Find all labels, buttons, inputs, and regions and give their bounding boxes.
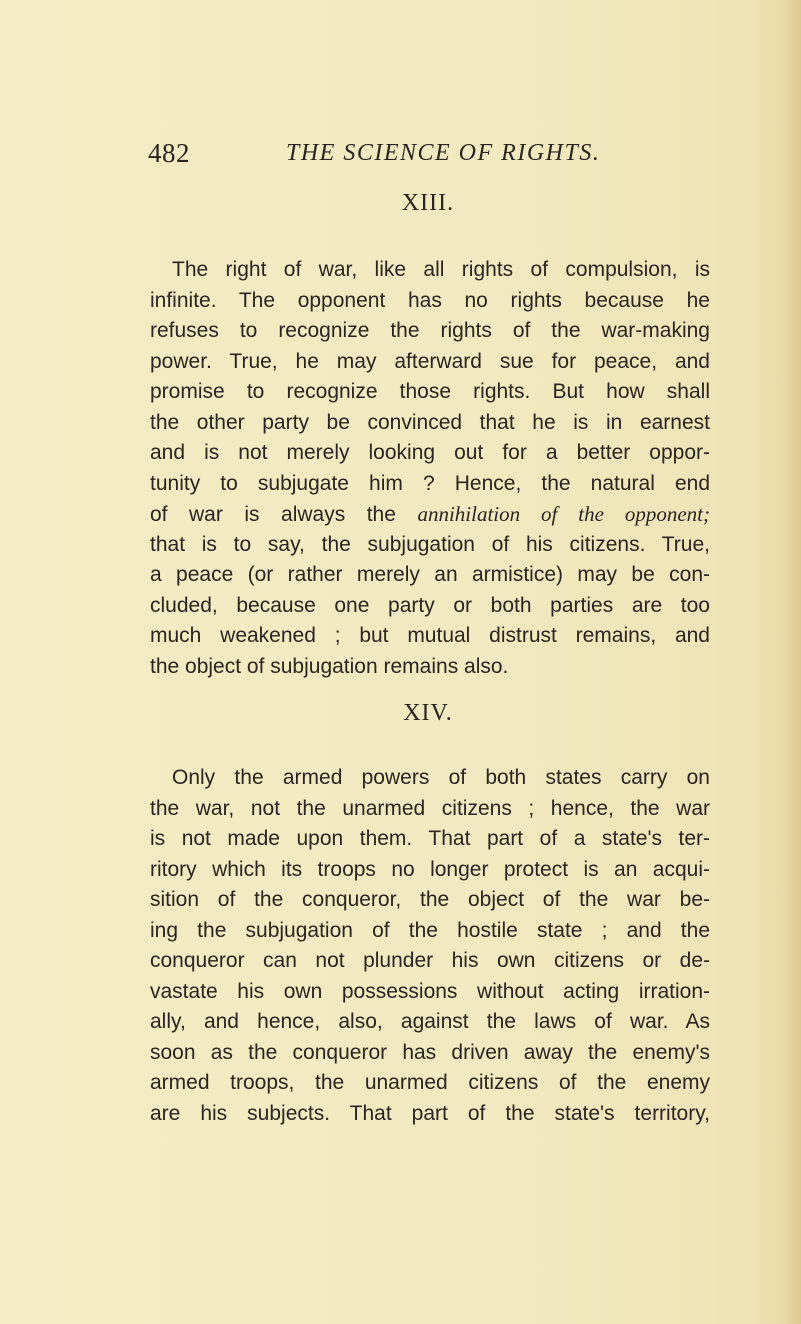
section-heading-xiii: XIII. [401,190,455,216]
text-line: The right of war, like all rights of compulsion, is [172,258,710,281]
running-head [148,138,668,178]
section-heading-xiv: XIV. [403,700,453,726]
text-line: the other party be convinced that he is in earnest [150,410,710,434]
text-line: much weakened ; but mutual distrust remains, and [150,624,710,647]
running-title: THE SCIENCE OF RIGHTS. [286,140,601,166]
text-line: vastate his own possessions without acting irration- [150,979,710,1003]
paragraph-section-xiv [150,763,710,1129]
page-number: 482 [148,138,190,168]
text-line: armed troops, the unarmed citizens of the enemy [150,1071,710,1094]
text-line: sition of the conqueror, the object of the war be- [150,888,710,911]
text-line: a peace (or rather merely an armistice) may be con- [150,563,710,586]
text-segment: of war is always the [150,503,396,526]
italic-phrase: annihilation of the opponent; [417,502,711,526]
text-line: soon as the conqueror has driven away the enemy's [150,1040,710,1064]
text-line: Only the armed powers of both states carry on [172,766,710,789]
text-line: and is not merely looking out for a better oppor- [150,441,710,464]
text-line: the war, not the unarmed citizens ; hence, the war [150,796,710,820]
text-line: the object of subjugation remains also. [150,654,509,678]
text-line: ing the subjugation of the hostile state ; and the [150,918,710,942]
text-line: promise to recognize those rights. But how shall [150,380,710,403]
text-line: power. True, he may afterward sue for peace, and [150,349,710,373]
text-line: tunity to subjugate him ? Hence, the natural end [150,471,710,495]
text-line: is not made upon them. That part of a state's ter- [150,827,710,850]
paragraph-section-xiii [150,255,710,682]
text-line: conqueror can not plunder his own citizens or de- [150,949,710,972]
text-line: ally, and hence, also, against the laws of war. As [150,1010,710,1033]
text-line: are his subjects. That part of the state's territory, [150,1101,710,1125]
text-line: cluded, because one party or both parties are too [150,593,710,617]
text-line: ritory which its troops no longer protect is an acqui- [150,857,710,881]
text-line: infinite. The opponent has no rights because he [150,288,710,312]
text-line: refuses to recognize the rights of the war-making [150,319,710,342]
text-line-with-italic [150,499,710,530]
text-line: that is to say, the subjugation of his citizens. True, [150,532,710,556]
